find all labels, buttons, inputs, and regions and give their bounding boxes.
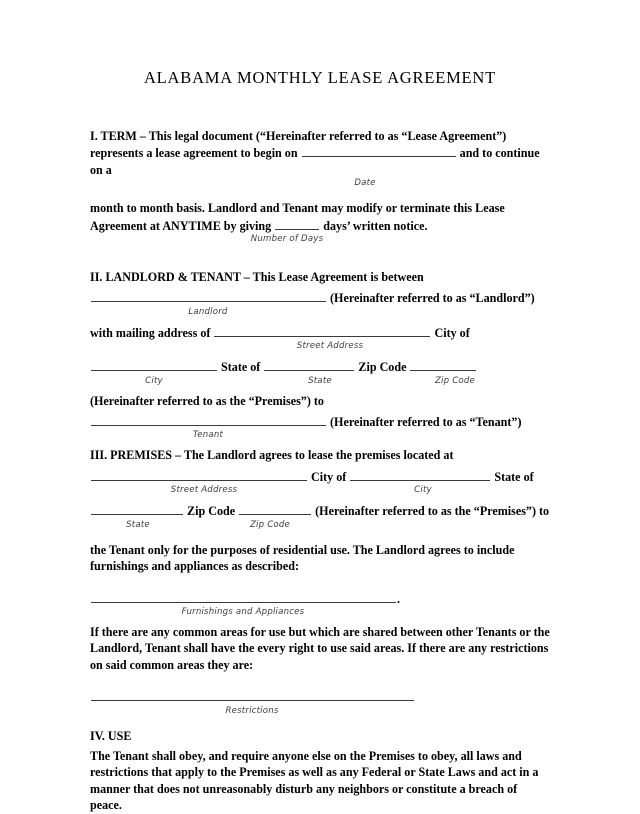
- premises-city-blank[interactable]: [350, 468, 490, 481]
- premises-city-caption: City: [414, 485, 432, 496]
- section-use-heading: [90, 728, 550, 744]
- premises-hereinafter-label: (Hereinafter referred to as the “Premises”) to: [315, 504, 550, 519]
- premises-zip-blank[interactable]: [239, 502, 311, 515]
- premises-street-address-blank[interactable]: [91, 468, 307, 481]
- premises-state-blank[interactable]: [91, 502, 183, 515]
- furnishings-period: .: [397, 591, 401, 606]
- landlord-csz-caption-row: [90, 376, 550, 389]
- city-caption: City: [145, 375, 163, 386]
- zip-code-caption: Zip Code: [434, 375, 476, 386]
- restrictions-row: [90, 688, 550, 705]
- section-term-heading: I. TERM: [90, 129, 137, 143]
- landlord-caption: Landlord: [188, 306, 228, 317]
- premises-address-caption-row: [90, 485, 550, 498]
- premises-body-line2: furnishings and appliances as described:: [90, 559, 300, 574]
- premises-state-zip-caption-row: [90, 520, 550, 533]
- use-body-line2: restrictions that apply to the Premises as well as any Federal or State Laws and act in a: [90, 765, 539, 780]
- start-date-blank[interactable]: [302, 144, 456, 157]
- restrictions-caption: Restrictions: [225, 705, 279, 716]
- premises-address-row: [90, 468, 550, 485]
- common-areas-line2: Landlord, Tenant shall have the every right to use said areas. If there are any restrictions: [90, 641, 549, 656]
- number-of-days-blank[interactable]: [275, 217, 319, 230]
- restrictions-blank[interactable]: [91, 688, 414, 701]
- tenant-name-row: [90, 413, 550, 430]
- premises-state-zip-row: [90, 502, 550, 519]
- state-caption: State: [308, 375, 332, 386]
- common-areas-line3: on said common areas they are:: [90, 657, 254, 672]
- days-caption-row: [90, 234, 550, 247]
- landlord-mailing-row: [90, 324, 550, 341]
- premises-body-line1: the Tenant only for the purposes of residential use. The Landlord agrees to include: [90, 542, 515, 557]
- landlord-name-row: [90, 289, 550, 306]
- section-term-line4: [90, 217, 550, 234]
- landlord-city-blank[interactable]: [91, 358, 217, 371]
- mailing-city-of-label: City of: [434, 325, 470, 340]
- landlord-street-caption-row: [90, 341, 550, 354]
- section-landlord-tenant-heading: II. LANDLORD & TENANT: [90, 270, 241, 285]
- section-premises: [90, 447, 550, 463]
- term-begin-label: represents a lease agreement to begin on: [90, 146, 298, 161]
- tenant-hereinafter-label: (Hereinafter referred to as “Tenant”): [330, 415, 522, 430]
- page-title: ALABAMA MONTHLY LEASE AGREEMENT: [143, 68, 497, 87]
- landlord-street-address-blank[interactable]: [214, 324, 430, 337]
- section-term-line1: – This legal document (“Hereinafter referred to as “Lease Agreement”): [139, 129, 507, 143]
- premises-street-caption: Street Address: [170, 485, 238, 496]
- landlord-city-state-zip-row: [90, 358, 550, 375]
- furnishings-caption: Furnishings and Appliances: [181, 606, 305, 617]
- section-term: [90, 128, 550, 144]
- section-premises-heading: III. PREMISES: [90, 448, 172, 463]
- section-use-heading-label: IV. USE: [90, 728, 132, 743]
- date-caption-row: [90, 178, 550, 191]
- mailing-address-label: with mailing address of: [90, 325, 211, 340]
- section-premises-intro: – The Landlord agrees to lease the premises located at: [175, 448, 454, 463]
- premises-state-of-label: State of: [494, 469, 534, 484]
- premises-zip-code-label: Zip Code: [187, 504, 236, 519]
- landlord-zip-blank[interactable]: [410, 358, 476, 371]
- landlord-state-of-label: State of: [221, 360, 261, 375]
- premises-to-row: (Hereinafter referred to as the “Premises”) to: [90, 393, 324, 408]
- term-continue-label: and to continue on a: [90, 146, 540, 177]
- section-landlord-tenant-intro: – This Lease Agreement is between: [243, 270, 424, 285]
- furnishings-caption-row: [90, 607, 550, 620]
- section-term-line2: [90, 144, 550, 178]
- restrictions-caption-row: [90, 706, 550, 719]
- furnishings-row: [90, 590, 550, 607]
- term-notice-label: Agreement at ANYTIME by giving: [90, 218, 272, 233]
- date-caption: Date: [354, 178, 376, 189]
- landlord-caption-row: [90, 307, 550, 320]
- use-body-line3: manner that does not unreasonably disturb any neighbors or constitute a breach of peace.: [90, 781, 518, 813]
- premises-zip-caption: Zip Code: [249, 519, 291, 530]
- street-address-caption: Street Address: [296, 341, 364, 352]
- tenant-name-blank[interactable]: [91, 413, 326, 426]
- furnishings-blank[interactable]: [91, 590, 396, 603]
- section-term-line3: month to month basis. Landlord and Tenant may modify or terminate this Lease: [90, 201, 505, 216]
- landlord-hereinafter-label: (Hereinafter referred to as “Landlord”): [330, 291, 535, 306]
- common-areas-line1: If there are any common areas for use but which are shared between other Tenants or the: [90, 624, 550, 639]
- tenant-caption-row: [90, 430, 550, 443]
- use-body-line1: The Tenant shall obey, and require anyone else on the Premises to obey, all laws and: [90, 748, 522, 763]
- tenant-caption: Tenant: [192, 430, 224, 441]
- landlord-state-blank[interactable]: [264, 358, 354, 371]
- section-landlord-tenant: [90, 269, 550, 285]
- document-body: [90, 128, 550, 814]
- number-of-days-caption: Number of Days: [250, 234, 324, 245]
- term-notice-suffix: days’ written notice.: [323, 218, 428, 233]
- premises-city-of-label: City of: [311, 469, 347, 484]
- landlord-zip-code-label: Zip Code: [358, 360, 407, 375]
- premises-state-caption: State: [126, 519, 150, 530]
- landlord-name-blank[interactable]: [91, 289, 326, 302]
